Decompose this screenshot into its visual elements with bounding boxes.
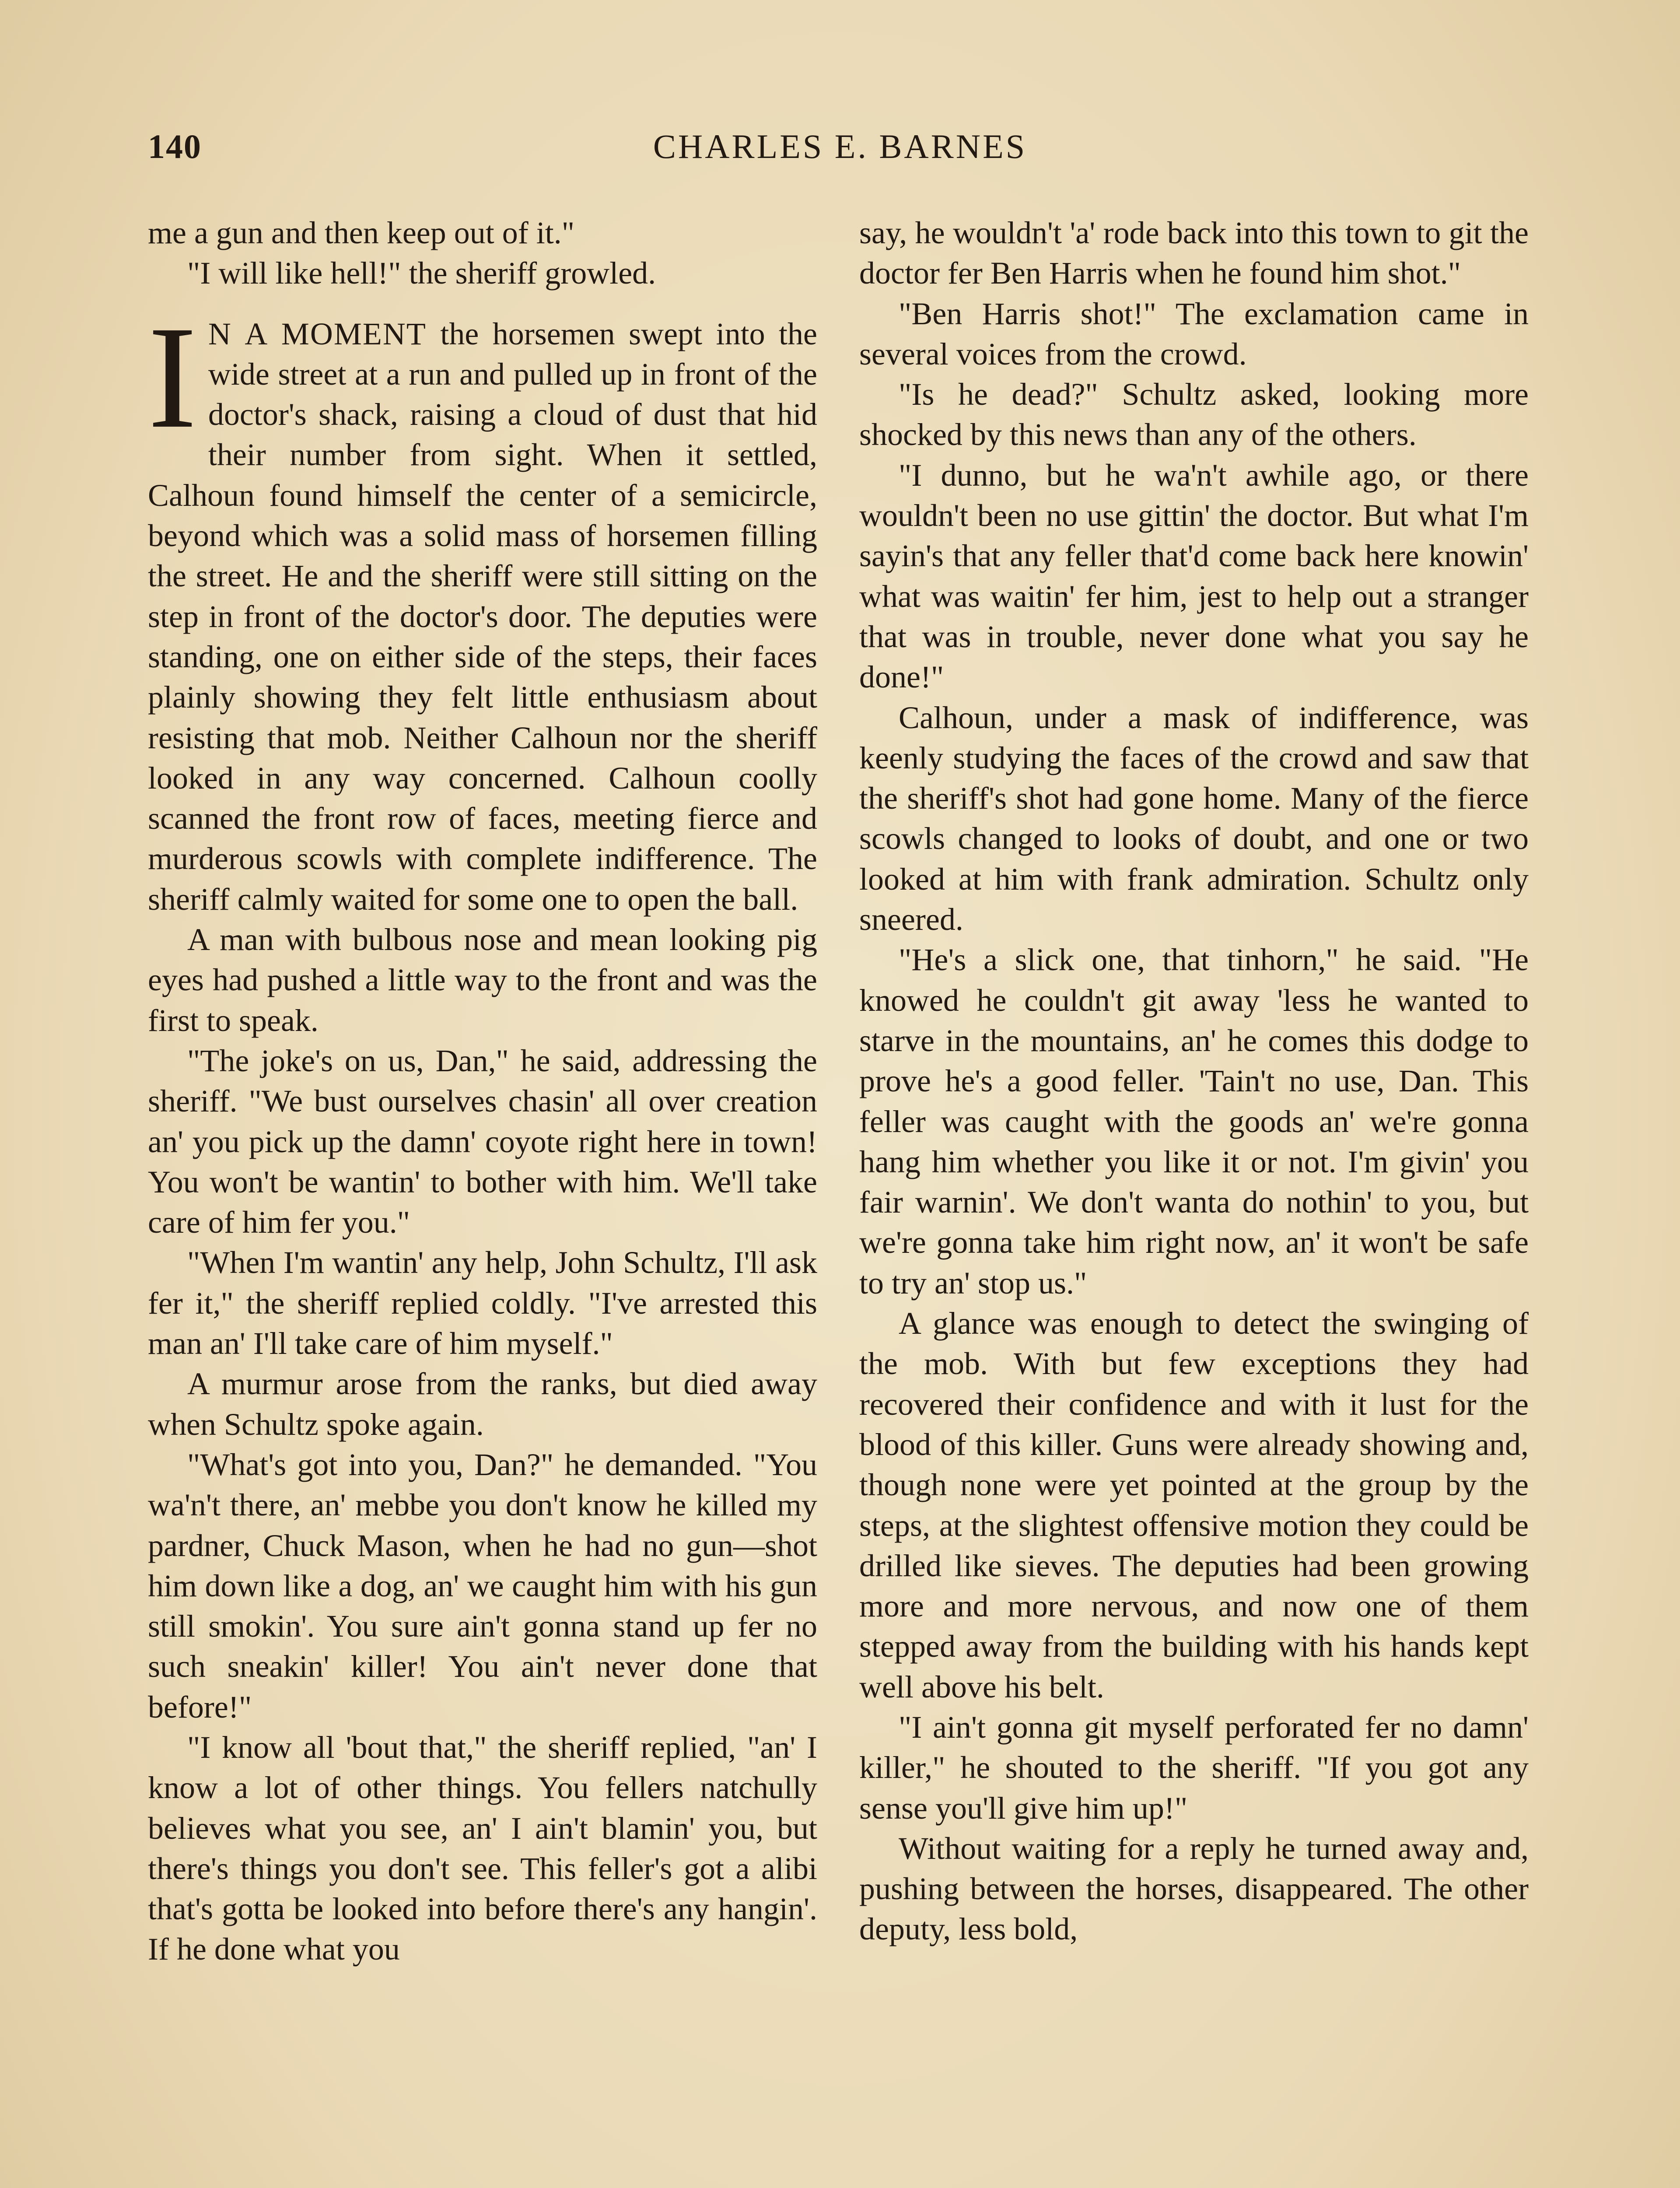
paragraph: "The joke's on us, Dan," he said, addressing the sheriff. "We bust ourselves chasin' all over creation an' you pick up the damn' coyote right here in town! You won't be wantin' to bother with him. We'll take care of him fer you." [148,1043,817,1240]
paragraph: Calhoun, under a mask of indifference, was keenly studying the faces of the crowd and saw that the sheriff's shot had gone home. Many of the fierce scowls changed to looks of doubt, and one or two looked at him with frank admiration. Schultz only sneered. [859,700,1529,937]
left-column [148,213,817,1970]
page-number: 140 [148,127,202,165]
paragraph: say, he wouldn't 'a' rode back into this town to git the doctor fer Ben Harris when he found him shot." [859,215,1529,291]
paragraph: "He's a slick one, that tinhorn," he said. "He knowed he couldn't git away 'less he wanted to starve in the mountains, an' he comes this dodge to prove he's a good feller. 'Tain't no use, Dan. This feller was caught with the goods an' we're gonna hang him whether you like it or not. I'm givin' you fair warnin'. We don't wanta do nothin' to you, but we're gonna take him right now, an' it won't be safe to try an' stop us." [859,942,1529,1301]
paragraph: "I ain't gonna git myself perforated fer no damn' killer," he shouted to the sheriff. "If you got any sense you'll give him up!" [859,1709,1529,1826]
right-column [859,213,1529,1950]
paragraph: A murmur arose from the ranks, but died away when Schultz spoke again. [148,1366,817,1442]
paragraph: A man with bulbous nose and mean looking pig eyes had pushed a little way to the front and was the first to speak. [148,922,817,1038]
paragraph: "When I'm wantin' any help, John Schultz, I'll ask fer it," the sheriff replied coldly. "I've arrested this man an' I'll take care of him myself." [148,1245,817,1361]
paragraph: "Ben Harris shot!" The exclamation came in several voices from the crowd. [859,296,1529,372]
section-opening-paragraph [148,295,817,919]
paragraph: "What's got into you, Dan?" he demanded. "You wa'n't there, an' mebbe you don't know he killed my pardner, Chuck Mason, when he had no gun—shot him down like a dog, an' we caught him with his gun still smokin'. You sure ain't gonna stand up fer no such sneakin' killer! You ain't never done that before!" [148,1447,817,1725]
running-head-author: CHARLES E. BARNES [653,127,1027,165]
paragraph: "I dunno, but he wa'n't awhile ago, or there wouldn't been no use gittin' the doctor. But what I'm sayin's that any feller that'd come back here knowin' what was waitin' fer him, jest to help out a stranger that was in trouble, never done what you say he done!" [859,457,1529,695]
paragraph: "I know all 'bout that," the sheriff replied, "an' I know a lot of other things. You fellers natchully believes what you see, an' I ain't blamin' you, but there's things you don't see. This feller's got a alibi that's gotta be looked into before there's any hangin'. If he done what you [148,1729,817,1967]
paragraph-text: the horsemen swept into the wide street at a run and pulled up in front of the doctor's shack, raising a cloud of dust that hid their number from sight. When it settled, Calhoun found himself the center of a semicircle, beyond which was a solid mass of horsemen filling the street. He and the sheriff were still sitting on the step in front of the doctor's door. The deputies were standing, one on either side of the steps, their faces plainly showing they felt little enthusiasm about resisting that mob. Neither Calhoun nor the sheriff looked in any way concerned. Calhoun coolly scanned the front row of faces, meeting fierce and murderous scowls with complete indifference. The sheriff calmly waited for some one to open the ball. [148,316,817,917]
paragraph: me a gun and then keep out of it." [148,215,575,250]
paragraph: "I will like hell!" the sheriff growled. [187,256,656,291]
paragraph: A glance was enough to detect the swinging of the mob. With but few exceptions they had recovered their confidence and with it lust for the blood of this killer. Guns were already showing and, though none were yet pointed at the group by the steps, at the slightest offensive motion they could be drilled like sieves. The deputies had been growing more and more nervous, and now one of them stepped away from the building with his hands kept well above his belt. [859,1306,1529,1704]
paragraph: "Is he dead?" Schultz asked, looking more shocked by this news than any of the others. [859,377,1529,452]
drop-cap: I [148,295,197,459]
paragraph: Without waiting for a reply he turned away and, pushing between the horses, disappeared. The other deputy, less bold, [859,1830,1529,1947]
page-header [148,127,1532,179]
section-lead-in: N A MOMENT [208,316,427,351]
